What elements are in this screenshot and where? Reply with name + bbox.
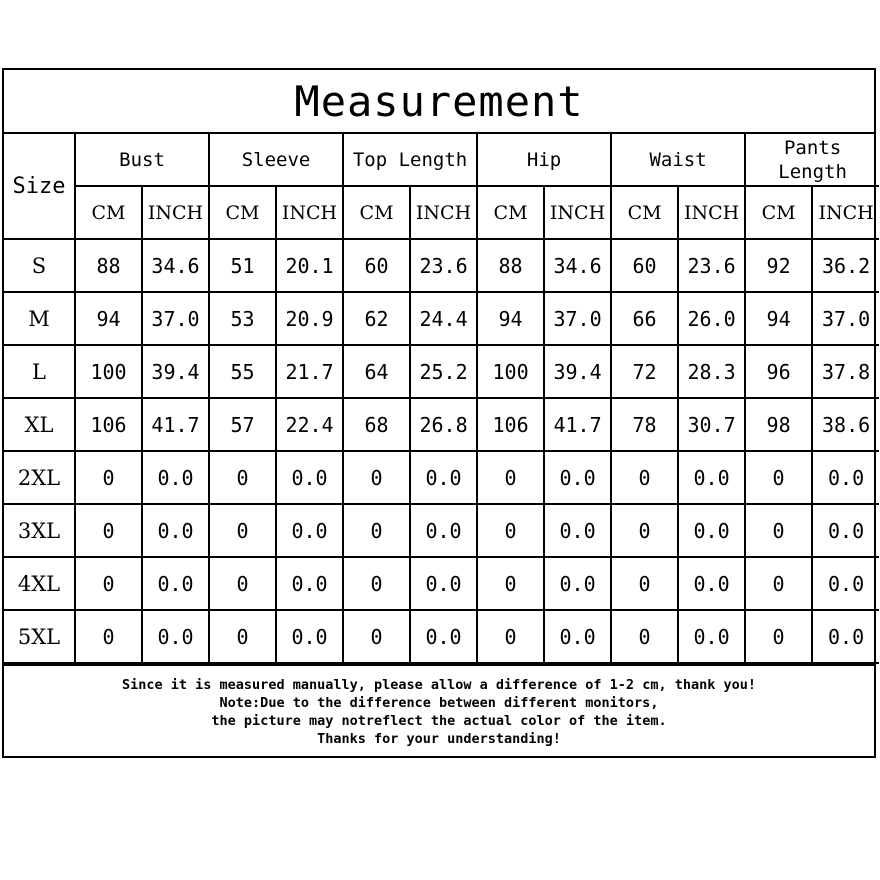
cm-value-cell: 0 (477, 557, 544, 610)
inch-value-cell: 0.0 (142, 557, 209, 610)
unit-label-inch: INCH (276, 186, 343, 239)
unit-label-inch: INCH (678, 186, 745, 239)
inch-value-cell: 22.4 (276, 398, 343, 451)
cm-value-cell: 0 (75, 504, 142, 557)
unit-header-row (4, 186, 879, 239)
unit-label-inch: INCH (544, 186, 611, 239)
inch-value-cell: 30.7 (678, 398, 745, 451)
size-label: XL (4, 398, 75, 451)
cm-value-cell: 106 (477, 398, 544, 451)
cm-value-cell: 0 (611, 451, 678, 504)
size-rows (4, 239, 879, 663)
cm-value-cell: 57 (209, 398, 276, 451)
cm-value-cell: 60 (611, 239, 678, 292)
inch-value-cell: 41.7 (544, 398, 611, 451)
inch-value-cell: 37.8 (812, 345, 879, 398)
group-header-sleeve: Sleeve (209, 134, 343, 186)
cm-value-cell: 0 (75, 557, 142, 610)
table-row (4, 345, 879, 398)
cm-value-cell: 98 (745, 398, 812, 451)
group-header-hip: Hip (477, 134, 611, 186)
cm-value-cell: 0 (75, 451, 142, 504)
inch-value-cell: 34.6 (544, 239, 611, 292)
group-header-bust: Bust (75, 134, 209, 186)
inch-value-cell: 0.0 (276, 610, 343, 663)
size-label: 2XL (4, 451, 75, 504)
cm-value-cell: 0 (343, 451, 410, 504)
cm-value-cell: 106 (75, 398, 142, 451)
cm-value-cell: 66 (611, 292, 678, 345)
inch-value-cell: 0.0 (544, 504, 611, 557)
cm-value-cell: 0 (477, 610, 544, 663)
inch-value-cell: 0.0 (142, 451, 209, 504)
cm-value-cell: 0 (209, 504, 276, 557)
cm-value-cell: 96 (745, 345, 812, 398)
inch-value-cell: 0.0 (276, 504, 343, 557)
cm-value-cell: 0 (611, 504, 678, 557)
inch-value-cell: 0.0 (410, 557, 477, 610)
unit-label-inch: INCH (812, 186, 879, 239)
inch-value-cell: 0.0 (544, 557, 611, 610)
inch-value-cell: 36.2 (812, 239, 879, 292)
cm-value-cell: 0 (75, 610, 142, 663)
inch-value-cell: 0.0 (544, 610, 611, 663)
table-row (4, 292, 879, 345)
note-line: Since it is measured manually, please allow a difference of 1-2 cm, thank you! (122, 677, 756, 693)
inch-value-cell: 0.0 (276, 557, 343, 610)
cm-value-cell: 0 (745, 504, 812, 557)
cm-value-cell: 78 (611, 398, 678, 451)
inch-value-cell: 0.0 (544, 451, 611, 504)
inch-value-cell: 0.0 (678, 557, 745, 610)
cm-value-cell: 100 (477, 345, 544, 398)
table-row (4, 398, 879, 451)
inch-value-cell: 0.0 (142, 610, 209, 663)
size-label: S (4, 239, 75, 292)
inch-value-cell: 0.0 (410, 451, 477, 504)
size-label: 5XL (4, 610, 75, 663)
inch-value-cell: 0.0 (812, 610, 879, 663)
inch-value-cell: 24.4 (410, 292, 477, 345)
inch-value-cell: 25.2 (410, 345, 477, 398)
cm-value-cell: 55 (209, 345, 276, 398)
inch-value-cell: 0.0 (812, 557, 879, 610)
table-row (4, 504, 879, 557)
size-label: M (4, 292, 75, 345)
inch-value-cell: 0.0 (678, 610, 745, 663)
unit-label-cm: CM (611, 186, 678, 239)
cm-value-cell: 0 (477, 504, 544, 557)
inch-value-cell: 37.0 (812, 292, 879, 345)
size-label: 3XL (4, 504, 75, 557)
unit-label-cm: CM (343, 186, 410, 239)
cm-value-cell: 100 (75, 345, 142, 398)
table-header (4, 134, 879, 239)
unit-label-cm: CM (745, 186, 812, 239)
inch-value-cell: 37.0 (544, 292, 611, 345)
cm-value-cell: 92 (745, 239, 812, 292)
cm-value-cell: 60 (343, 239, 410, 292)
inch-value-cell: 0.0 (812, 504, 879, 557)
inch-value-cell: 0.0 (812, 451, 879, 504)
cm-value-cell: 0 (611, 610, 678, 663)
inch-value-cell: 28.3 (678, 345, 745, 398)
size-label: L (4, 345, 75, 398)
unit-label-cm: CM (477, 186, 544, 239)
cm-value-cell: 0 (209, 451, 276, 504)
cm-value-cell: 68 (343, 398, 410, 451)
cm-value-cell: 62 (343, 292, 410, 345)
cm-value-cell: 0 (343, 504, 410, 557)
inch-value-cell: 21.7 (276, 345, 343, 398)
inch-value-cell: 0.0 (410, 610, 477, 663)
table-row (4, 610, 879, 663)
note-line: Thanks for your understanding! (317, 731, 561, 747)
inch-value-cell: 20.9 (276, 292, 343, 345)
inch-value-cell: 23.6 (410, 239, 477, 292)
cm-value-cell: 88 (75, 239, 142, 292)
cm-value-cell: 0 (611, 557, 678, 610)
unit-label-inch: INCH (142, 186, 209, 239)
chart-title: Measurement (4, 70, 874, 134)
unit-label-cm: CM (209, 186, 276, 239)
cm-value-cell: 0 (745, 610, 812, 663)
inch-value-cell: 26.8 (410, 398, 477, 451)
cm-value-cell: 94 (477, 292, 544, 345)
cm-value-cell: 0 (343, 557, 410, 610)
inch-value-cell: 0.0 (276, 451, 343, 504)
cm-value-cell: 0 (745, 451, 812, 504)
inch-value-cell: 37.0 (142, 292, 209, 345)
table-row (4, 239, 879, 292)
cm-value-cell: 64 (343, 345, 410, 398)
table-row (4, 451, 879, 504)
inch-value-cell: 38.6 (812, 398, 879, 451)
inch-value-cell: 0.0 (678, 451, 745, 504)
size-chart (2, 68, 876, 758)
cm-value-cell: 94 (745, 292, 812, 345)
group-header-waist: Waist (611, 134, 745, 186)
cm-value-cell: 0 (477, 451, 544, 504)
inch-value-cell: 0.0 (142, 504, 209, 557)
unit-label-cm: CM (75, 186, 142, 239)
inch-value-cell: 34.6 (142, 239, 209, 292)
group-header-top-length: Top Length (343, 134, 477, 186)
size-label: 4XL (4, 557, 75, 610)
size-header: Size (4, 134, 75, 239)
inch-value-cell: 26.0 (678, 292, 745, 345)
group-header-row (4, 134, 879, 186)
cm-value-cell: 0 (343, 610, 410, 663)
inch-value-cell: 0.0 (410, 504, 477, 557)
inch-value-cell: 41.7 (142, 398, 209, 451)
cm-value-cell: 0 (209, 557, 276, 610)
cm-value-cell: 94 (75, 292, 142, 345)
group-header-pants-length: Pants Length (745, 134, 879, 186)
note-line: Note:Due to the difference between different monitors, (219, 695, 659, 711)
cm-value-cell: 0 (209, 610, 276, 663)
note-line: the picture may notreflect the actual color of the item. (211, 713, 667, 729)
measurement-table (4, 134, 879, 664)
cm-value-cell: 51 (209, 239, 276, 292)
inch-value-cell: 20.1 (276, 239, 343, 292)
inch-value-cell: 39.4 (544, 345, 611, 398)
unit-label-inch: INCH (410, 186, 477, 239)
cm-value-cell: 88 (477, 239, 544, 292)
disclaimer-note (4, 664, 874, 758)
inch-value-cell: 39.4 (142, 345, 209, 398)
inch-value-cell: 0.0 (678, 504, 745, 557)
table-row (4, 557, 879, 610)
cm-value-cell: 53 (209, 292, 276, 345)
cm-value-cell: 72 (611, 345, 678, 398)
cm-value-cell: 0 (745, 557, 812, 610)
inch-value-cell: 23.6 (678, 239, 745, 292)
